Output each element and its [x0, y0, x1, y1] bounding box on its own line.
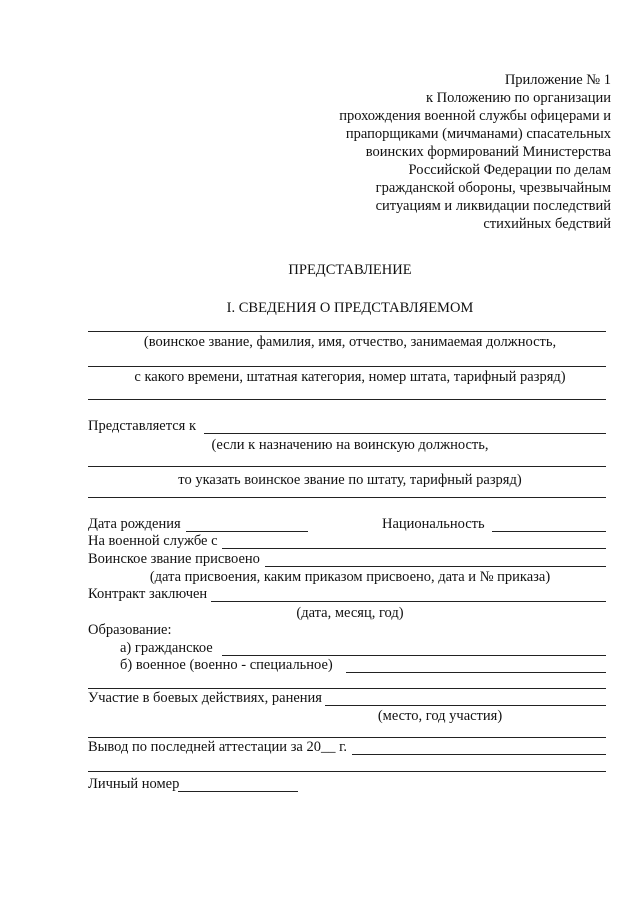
contract-label: Контракт заключен — [88, 586, 208, 602]
rank-assigned-line[interactable] — [265, 566, 606, 567]
hint-place: (место, год участия) — [377, 708, 503, 724]
fill-line — [88, 497, 606, 498]
birth-date-label: Дата рождения — [88, 516, 181, 532]
hint-date: (дата, месяц, год) — [296, 605, 404, 621]
service-since-label: На военной службе с — [88, 533, 218, 549]
appendix-line: ситуациям и ликвидации последствий — [375, 198, 611, 214]
appendix-line: к Положению по организации — [425, 90, 611, 106]
appendix-line: прохождения военной службы офицерами и — [339, 108, 611, 124]
document-title: ПРЕДСТАВЛЕНИЕ — [288, 262, 412, 278]
fill-line — [88, 399, 606, 400]
hint-since: с какого времени, штатная категория, номер штата, тарифный разряд) — [134, 369, 566, 385]
appendix-note — [339, 71, 611, 233]
attestation-label: Вывод по последней аттестации за 20__ г. — [88, 739, 348, 755]
personal-number-label: Личный номер — [88, 776, 180, 792]
fill-line — [88, 688, 606, 689]
appendix-line: Российской Федерации по делам — [408, 162, 611, 178]
attestation-line[interactable] — [352, 754, 606, 755]
appendix-line: гражданской обороны, чрезвычайным — [375, 180, 611, 196]
education-label: Образование: — [88, 622, 172, 638]
hint-order: (дата присвоения, каким приказом присвоено, дата и № приказа) — [149, 569, 551, 585]
rank-assigned-label: Воинское звание присвоено — [88, 551, 260, 567]
service-since-line[interactable] — [222, 548, 606, 549]
personal-number-line[interactable] — [178, 791, 298, 792]
hint-appointment: (если к назначению на воинскую должность, — [211, 437, 489, 453]
civil-education-label: а) гражданское — [120, 640, 213, 656]
nationality-label: Национальность — [382, 516, 485, 532]
hint-rank-staff: то указать воинское звание по штату, тарифный разряд) — [178, 472, 522, 488]
fill-line — [88, 331, 606, 332]
contract-line[interactable] — [211, 601, 606, 602]
appendix-line: прапорщиками (мичманами) спасательных — [345, 126, 611, 142]
military-education-line[interactable] — [346, 672, 606, 673]
fill-line — [88, 366, 606, 367]
combat-label: Участие в боевых действиях, ранения — [88, 690, 322, 706]
military-education-label: б) военное (военно - специальное) — [120, 657, 333, 673]
presented-to-line[interactable] — [204, 433, 606, 434]
nationality-line[interactable] — [492, 531, 606, 532]
appendix-line: Приложение № 1 — [504, 72, 611, 88]
civil-education-line[interactable] — [222, 655, 606, 656]
combat-line[interactable] — [325, 705, 606, 706]
hint-rank-name: (воинское звание, фамилия, имя, отчество, занимаемая должность, — [143, 334, 557, 350]
section-title: I. СВЕДЕНИЯ О ПРЕДСТАВЛЯЕМОМ — [226, 300, 474, 316]
fill-line — [88, 466, 606, 467]
birth-date-line[interactable] — [186, 531, 308, 532]
fill-line — [88, 737, 606, 738]
appendix-line: воинских формирований Министерства — [365, 144, 611, 160]
appendix-line: стихийных бедствий — [483, 216, 611, 232]
presented-to-label: Представляется к — [88, 418, 197, 434]
fill-line — [88, 771, 606, 772]
